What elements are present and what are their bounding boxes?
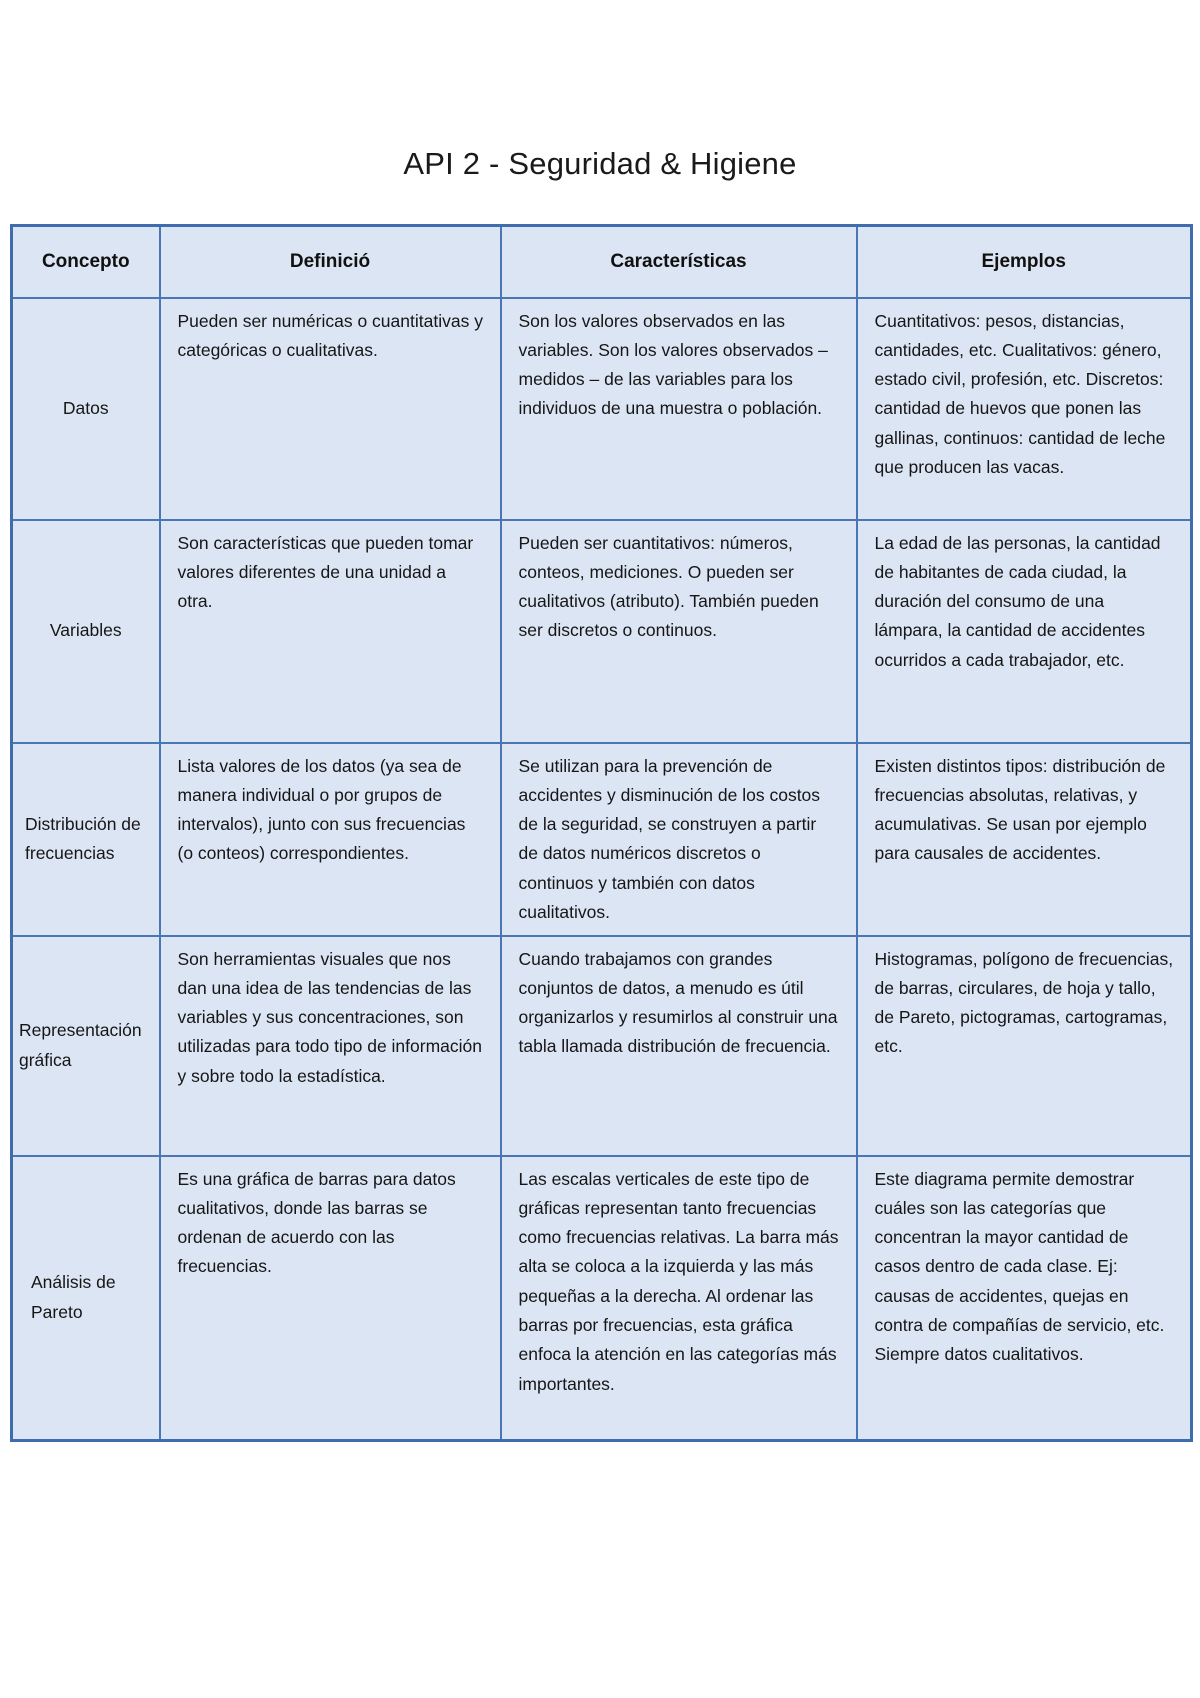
cell-ejemplos: Existen distintos tipos: distribución de frecuencias absolutas, relativas, y acumulativas. Se usan por ejemplo para causales de accidentes. <box>857 743 1192 936</box>
cell-ejemplos: Este diagrama permite demostrar cuáles son las categorías que concentran la mayor cantidad de casos dentro de cada clase. Ej: causas de accidentes, quejas en contra de compañías de servicio, etc. Siempre datos cualitativos. <box>857 1156 1192 1441</box>
cell-caracteristicas: Se utilizan para la prevención de accidentes y disminución de los costos de la seguridad, se construyen a partir de datos numéricos discretos o continuos y también con datos cualitativos. <box>501 743 857 936</box>
cell-definicion: Son herramientas visuales que nos dan una idea de las tendencias de las variables y sus concentraciones, son utilizadas para todo tipo de información y sobre todo la estadística. <box>160 936 501 1156</box>
table-row-datos <box>12 298 1192 520</box>
cell-definicion: Son características que pueden tomar valores diferentes de una unidad a otra. <box>160 520 501 743</box>
table-row-representacion <box>12 936 1192 1156</box>
cell-ejemplos: Histogramas, polígono de frecuencias, de barras, circulares, de hoja y tallo, de Pareto, pictogramas, cartogramas, etc. <box>857 936 1192 1156</box>
cell-definicion: Pueden ser numéricas o cuantitativas y categóricas o cualitativas. <box>160 298 501 520</box>
cell-caracteristicas: Cuando trabajamos con grandes conjuntos de datos, a menudo es útil organizarlos y resumirlos al construir una tabla llamada distribución de frecuencia. <box>501 936 857 1156</box>
cell-concepto: Variables <box>12 520 160 743</box>
cell-concepto: Distribución de frecuencias <box>12 743 160 936</box>
header-ejemplos: Ejemplos <box>857 226 1192 298</box>
cell-definicion: Es una gráfica de barras para datos cualitativos, donde las barras se ordenan de acuerdo con las frecuencias. <box>160 1156 501 1441</box>
cell-definicion: Lista valores de los datos (ya sea de manera individual o por grupos de intervalos), junto con sus frecuencias (o conteos) correspondientes. <box>160 743 501 936</box>
cell-caracteristicas: Pueden ser cuantitativos: números, conteos, mediciones. O pueden ser cualitativos (atributo). También pueden ser discretos o continuos. <box>501 520 857 743</box>
cell-concepto: Análisis de Pareto <box>12 1156 160 1441</box>
cell-caracteristicas: Las escalas verticales de este tipo de gráficas representan tanto frecuencias como frecuencias relativas. La barra más alta se coloca a la izquierda y las más pequeñas a la derecha. Al ordenar las barras por frecuencias, esta gráfica enfoca la atención en las categorías más importantes. <box>501 1156 857 1441</box>
header-concepto: Concepto <box>12 226 160 298</box>
header-caracteristicas: Características <box>501 226 857 298</box>
cell-concepto: Datos <box>12 298 160 520</box>
table-row-pareto <box>12 1156 1192 1441</box>
cell-concepto: Representación gráfica <box>12 936 160 1156</box>
table-row-distribucion <box>12 743 1192 936</box>
page-title: API 2 - Seguridad & Higiene <box>403 146 797 181</box>
table-row-variables <box>12 520 1192 743</box>
cell-caracteristicas: Son los valores observados en las variables. Son los valores observados – medidos – de las variables para los individuos de una muestra o población. <box>501 298 857 520</box>
concepts-table <box>10 224 1193 1442</box>
table-header-row <box>12 226 1192 298</box>
cell-ejemplos: La edad de las personas, la cantidad de habitantes de cada ciudad, la duración del consumo de una lámpara, la cantidad de accidentes ocurridos a cada trabajador, etc. <box>857 520 1192 743</box>
header-definicion: Definició <box>160 226 501 298</box>
cell-ejemplos: Cuantitativos: pesos, distancias, cantidades, etc. Cualitativos: género, estado civil, profesión, etc. Discretos: cantidad de huevos que ponen las gallinas, continuos: cantidad de leche que producen las vacas. <box>857 298 1192 520</box>
